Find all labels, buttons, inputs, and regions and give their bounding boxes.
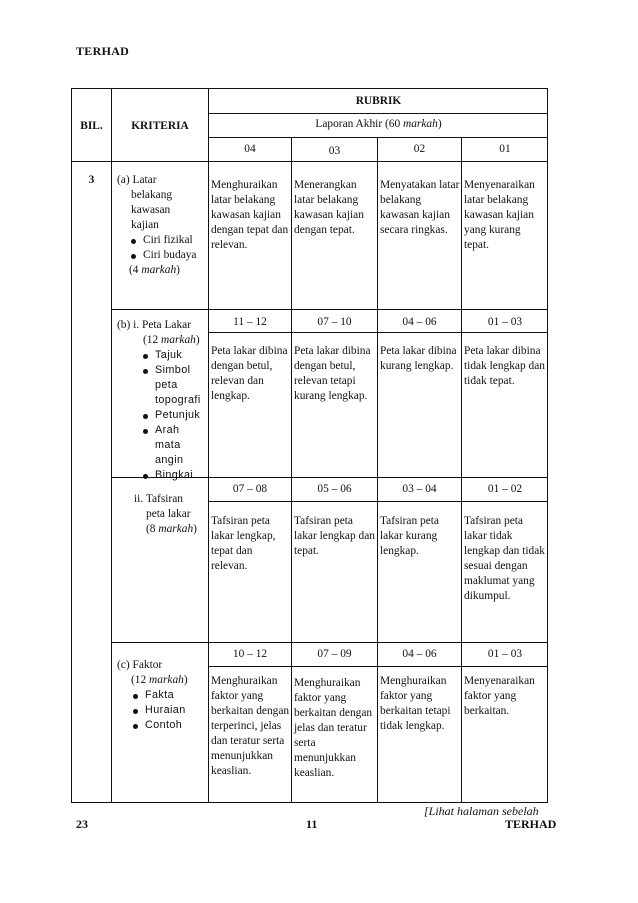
rubric-cell-c-03: Menghuraikan faktor yang berkaitan dengan jelas dan teratur serta menunjukkan keaslian. [294, 677, 373, 779]
col-kriteria-header: KRITERIA [131, 120, 189, 132]
marks-close: ) [195, 334, 200, 346]
criteria-b2 [134, 492, 209, 537]
criteria-a-marks [117, 263, 207, 278]
criteria-a-label: (a) Latar [117, 174, 157, 186]
marks-em: markah [141, 264, 177, 276]
score-range: 04 – 06 [402, 648, 437, 660]
laporan-close: ) [437, 118, 442, 130]
divider [111, 89, 112, 803]
criteria-b1-marks [117, 333, 209, 348]
criteria-c-marks [117, 673, 209, 688]
bullet-item: Tajuk [141, 348, 207, 363]
rubric-cell-a-03: Menerangkan latar belakang kawasan kajian dengan tepat. [294, 179, 364, 236]
rubric-cell-c-04: Menghuraikan faktor yang berkaitan dengan terperinci, jelas dan teratur serta menunjukkan keaslian. [211, 675, 290, 777]
divider [208, 666, 548, 667]
criteria-c-bullets [131, 688, 207, 733]
score-head: 02 [413, 143, 426, 155]
divider [111, 642, 548, 643]
score-head: 03 [328, 145, 341, 157]
bullet-item: Fakta [131, 688, 207, 703]
criteria-b1-bullets [141, 348, 207, 483]
score-range: 01 – 03 [487, 648, 523, 660]
criteria-b2-line: peta lakar [146, 508, 191, 520]
bil-number: 3 [88, 174, 95, 186]
marks-em: markah [161, 334, 196, 346]
criteria-a [117, 173, 207, 278]
page-number: 11 [306, 817, 318, 831]
divider [377, 137, 378, 803]
laporan-em: markah [403, 118, 438, 130]
bullet-item: Huraian [131, 703, 207, 718]
divider [208, 332, 548, 333]
divider [72, 161, 548, 162]
marks-close: ) [193, 523, 197, 535]
rubric-cell-b2-04: Tafsiran peta lakar lengkap, tepat dan relevan. [211, 515, 276, 572]
score-range: 07 – 09 [317, 648, 352, 660]
bullet-item: Contoh [131, 718, 207, 733]
divider [208, 501, 548, 502]
bullet-item: Simbol peta topografi [141, 363, 207, 408]
rubric-cell-b1-02: Peta lakar dibina kurang lengkap. [380, 345, 457, 372]
score-range: 03 – 04 [402, 483, 437, 495]
col-bil-header: BIL. [80, 120, 103, 132]
criteria-b1-label: (b) i. Peta Lakar [117, 319, 192, 331]
laporan-header [209, 117, 548, 132]
score-range: 01 – 03 [487, 316, 523, 328]
rubric-cell-b1-04: Peta lakar dibina dengan betul, relevan dan lengkap. [211, 345, 288, 402]
score-range: 07 – 08 [232, 483, 268, 495]
laporan-text: Laporan Akhir (60 [315, 118, 403, 130]
criteria-c [117, 658, 209, 733]
marks-text: (12 [131, 674, 150, 686]
score-range: 01 – 02 [487, 483, 523, 495]
rubric-cell-a-01: Menyenaraikan latar belakang kawasan kajian yang kurang tepat. [464, 179, 535, 251]
marks-close: ) [176, 264, 180, 276]
criteria-a-line: kajian [131, 219, 159, 231]
divider [208, 113, 548, 114]
score-range: 07 – 10 [317, 316, 352, 328]
classification-header: TERHAD [76, 44, 130, 58]
divider [111, 309, 548, 310]
classification-footer: TERHAD [505, 817, 557, 831]
divider [208, 137, 548, 138]
rubric-cell-b2-01: Tafsiran peta lakar tidak lengkap dan tidak sesuai dengan maklumat yang dikumpul. [464, 515, 545, 602]
rubric-cell-a-04: Menghuraikan latar belakang kawasan kajian dengan tepat dan relevan. [211, 179, 289, 251]
score-range: 10 – 12 [232, 648, 268, 660]
bullet-item: Arah mata angin [141, 423, 207, 468]
criteria-b2-label: ii. Tafsiran [134, 493, 183, 505]
rubric-table [71, 88, 548, 803]
criteria-a-line: kawasan [131, 204, 171, 216]
rubric-cell-b1-01: Peta lakar dibina tidak lengkap dan tidak tepat. [464, 345, 545, 387]
rubric-cell-c-02: Menghuraikan faktor yang berkaitan tetapi tidak lengkap. [380, 675, 451, 732]
marks-em: markah [149, 674, 184, 686]
criteria-b2-marks [134, 522, 209, 537]
rubric-cell-c-01: Menyenaraikan faktor yang berkaitan. [464, 675, 535, 717]
divider [291, 137, 292, 803]
marks-text: (8 [146, 523, 159, 535]
rubric-cell-b2-02: Tafsiran peta lakar kurang lengkap. [380, 515, 439, 557]
criteria-b1 [117, 318, 209, 483]
marks-close: ) [183, 674, 188, 686]
score-range: 11 – 12 [233, 316, 267, 328]
criteria-a-line: belakang [131, 189, 173, 201]
paper-code: 23 [76, 817, 88, 831]
next-page-note: [Lihat halaman sebelah [424, 804, 539, 818]
criteria-c-label: (c) Faktor [117, 659, 163, 671]
rubric-cell-b2-03: Tafsiran peta lakar lengkap dan tepat. [294, 515, 375, 557]
score-head: 04 [244, 143, 256, 155]
bullet-item: Petunjuk [141, 408, 207, 423]
marks-text: (12 [143, 334, 162, 346]
score-range: 05 – 06 [317, 483, 352, 495]
marks-em: markah [158, 523, 194, 535]
bullet-item: Ciri fizikal [129, 233, 199, 248]
bullet-item: Bingkai [141, 468, 207, 483]
score-range: 04 – 06 [402, 316, 437, 328]
marks-text: (4 [129, 264, 142, 276]
rubrik-header: RUBRIK [355, 95, 402, 107]
bullet-item: Ciri budaya [129, 248, 199, 263]
score-head: 01 [499, 143, 511, 155]
rubric-cell-b1-03: Peta lakar dibina dengan betul, relevan tetapi kurang lengkap. [294, 345, 371, 402]
divider [461, 137, 462, 803]
rubric-cell-a-02: Menyatakan latar belakang kawasan kajian secara ringkas. [380, 179, 460, 236]
criteria-a-bullets [129, 233, 199, 263]
